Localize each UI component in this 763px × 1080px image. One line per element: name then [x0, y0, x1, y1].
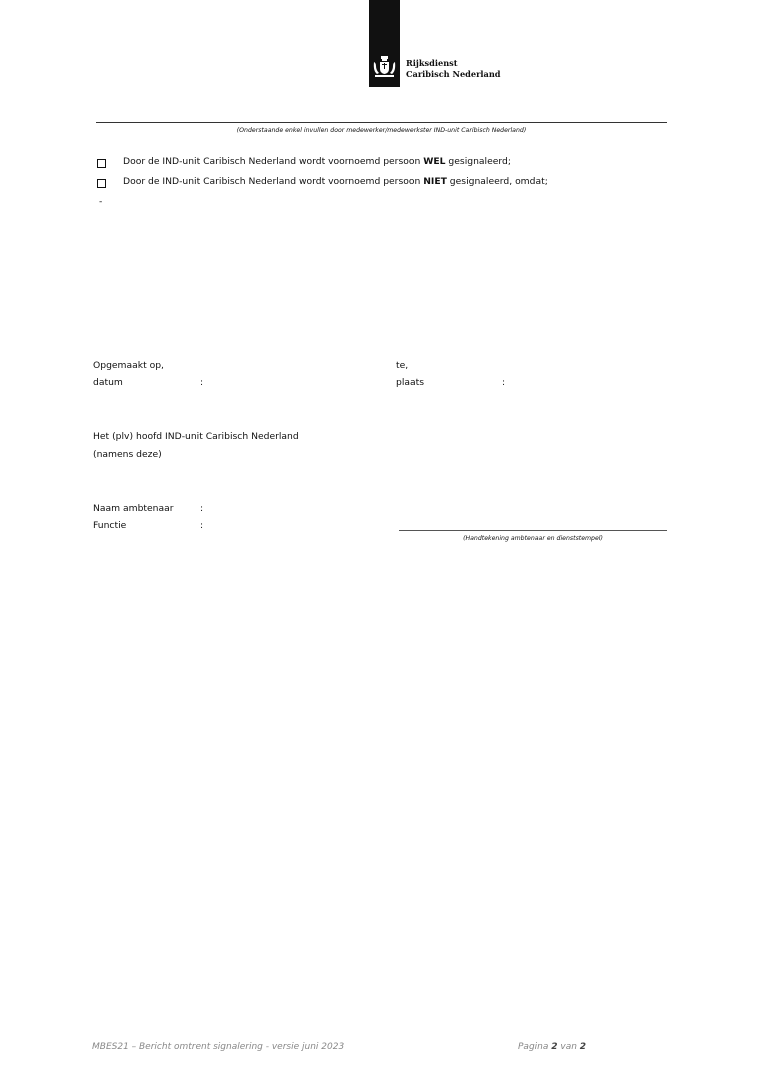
date-colon: :: [200, 377, 204, 388]
footer-document-title: MBES21 – Bericht omtrent signalering - versie juni 2023: [92, 1042, 345, 1052]
option-wel: [123, 156, 511, 167]
option-niet-suffix: gesignaleerd, omdat;: [446, 176, 548, 187]
option-wel-prefix: Door de IND-unit Caribisch Nederland wordt voornoemd persoon: [123, 156, 424, 167]
official-name-colon: :: [200, 503, 204, 514]
signature-line: [399, 530, 667, 531]
page-current: 2: [551, 1042, 558, 1052]
organization-name: [406, 58, 501, 80]
checkbox-wel[interactable]: [97, 159, 106, 168]
place-label: plaats: [396, 377, 425, 388]
reason-dash: -: [99, 196, 103, 207]
page-total: 2: [579, 1042, 587, 1052]
option-wel-suffix: gesignaleerd;: [445, 156, 511, 167]
place-intro-label: te,: [396, 360, 409, 371]
option-niet-emphasis: NIET: [423, 176, 447, 187]
divider: [96, 122, 667, 123]
official-name-label: Naam ambtenaar: [93, 503, 174, 514]
option-niet-prefix: Door de IND-unit Caribisch Nederland wordt voornoemd persoon: [123, 176, 424, 187]
organization-name-line1: Rijksdienst: [406, 58, 458, 68]
official-function-label: Functie: [93, 520, 127, 531]
footer-page-number: [518, 1042, 586, 1052]
signature-note: (Handtekening ambtenaar en dienststempel): [463, 535, 603, 542]
authority-line2: (namens deze): [93, 449, 162, 460]
instruction-note: (Onderstaande enkel invullen door medewerker/medewerkster IND-unit Caribisch Nederland): [236, 127, 527, 134]
official-function-colon: :: [200, 520, 204, 531]
authority-line1: Het (plv) hoofd IND-unit Caribisch Nederland: [93, 431, 299, 442]
place-colon: :: [502, 377, 506, 388]
made-up-label: Opgemaakt op,: [93, 360, 164, 371]
organization-name-line2: Caribisch Nederland: [406, 69, 501, 79]
option-wel-emphasis: WEL: [423, 156, 446, 167]
checkbox-niet[interactable]: [97, 179, 106, 188]
coat-of-arms-icon: [372, 56, 397, 78]
option-niet: [123, 176, 548, 187]
date-label: datum: [93, 377, 123, 388]
page-mid: van: [557, 1042, 580, 1052]
page-prefix: Pagina: [518, 1042, 552, 1052]
